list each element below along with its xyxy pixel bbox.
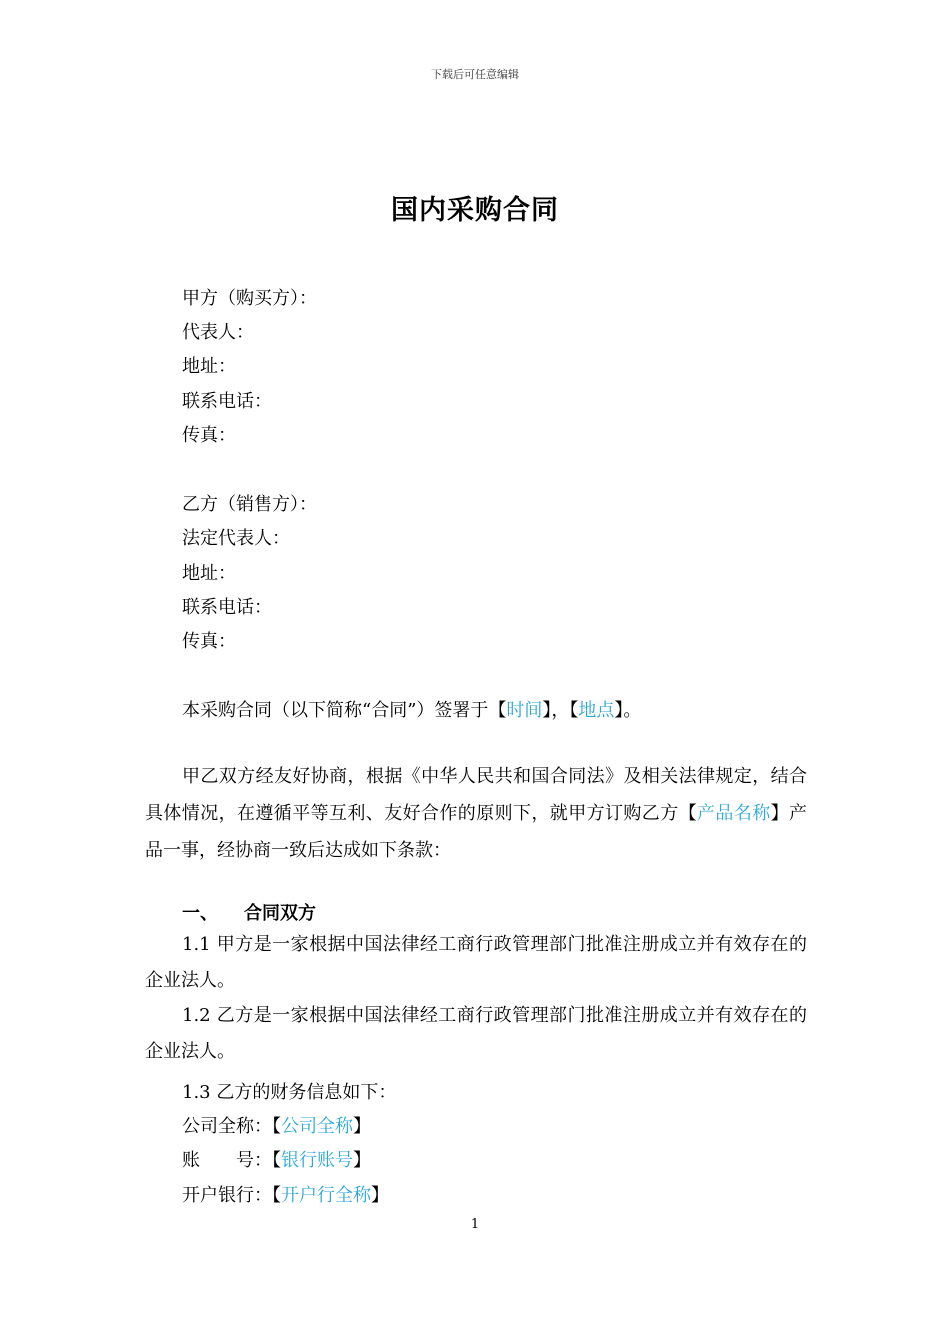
party-b-label: 乙方（销售方）：: [182, 494, 317, 515]
party-a-fax: 传真：: [182, 425, 236, 446]
intro-suffix: 产品一事，经协商一致后达成如下条款：: [145, 803, 808, 861]
party-a-label: 甲方（购买方）：: [182, 288, 317, 309]
bank-label: 开户银行：: [182, 1185, 272, 1206]
account-row: 账 号：【银行账号】: [182, 1150, 371, 1171]
company-name-row: 公司全称：【公司全称】: [182, 1116, 371, 1137]
party-a-address: 地址：: [182, 356, 236, 377]
bank-placeholder: 开户行全称: [281, 1185, 371, 1206]
document-title: 国内采购合同: [391, 195, 559, 226]
bank-row: 开户银行：【开户行全称】: [182, 1185, 389, 1206]
clause-1-1: 1.1 甲方是一家根据中国法律经工商行政管理部门批准注册成立并有效存在的企业法人。: [145, 934, 807, 991]
section-1-heading: [182, 899, 316, 925]
company-name-label: 公司全称：: [182, 1116, 272, 1137]
account-placeholder: 银行账号: [281, 1150, 353, 1171]
clause-1-2: 1.2 乙方是一家根据中国法律经工商行政管理部门批准注册成立并有效存在的企业法人。: [145, 1005, 807, 1062]
party-b-fax: 传真：: [182, 631, 236, 652]
party-a-rep: 代表人：: [182, 322, 254, 343]
intro-text: 甲乙双方经友好协商，根据《中华人民共和国合同法》及相关法律规定，结合具体情况，在遵循平等互利、友好合作的原则下，就甲方订购乙方: [145, 766, 807, 824]
signing-place-placeholder: 地点: [578, 700, 615, 721]
intro-paragraph: 甲乙双方经友好协商，根据《中华人民共和国合同法》及相关法律规定，结合具体情况，在遵循平等互利、友好合作的原则下，就甲方订购乙方【产品名称】产品一事，经协商一致后达成如下条款：: [145, 766, 808, 861]
section-1-number: 一、: [182, 903, 218, 924]
party-b-address: 地址：: [182, 563, 236, 584]
signing-time-placeholder: 时间: [506, 700, 543, 721]
clause-1-3: 1.3 乙方的财务信息如下：: [182, 1082, 397, 1103]
signing-line: 本采购合同（以下简称“合同”）签署于【时间】，【地点】。: [182, 700, 642, 721]
account-label: 账 号：: [182, 1150, 272, 1171]
header-note: 下载后可任意编辑: [431, 68, 519, 81]
party-b-rep: 法定代表人：: [182, 528, 290, 549]
company-name-placeholder: 公司全称: [281, 1116, 353, 1137]
signing-suffix: 。: [623, 700, 642, 721]
party-a-phone: 联系电话：: [182, 391, 272, 412]
page-number: 1: [470, 1217, 480, 1232]
product-name-placeholder: 产品名称: [697, 803, 771, 824]
party-b-phone: 联系电话：: [182, 597, 272, 618]
section-1-title: 合同双方: [244, 903, 316, 924]
signing-prefix: 本采购合同（以下简称“合同”）签署于: [182, 700, 489, 721]
